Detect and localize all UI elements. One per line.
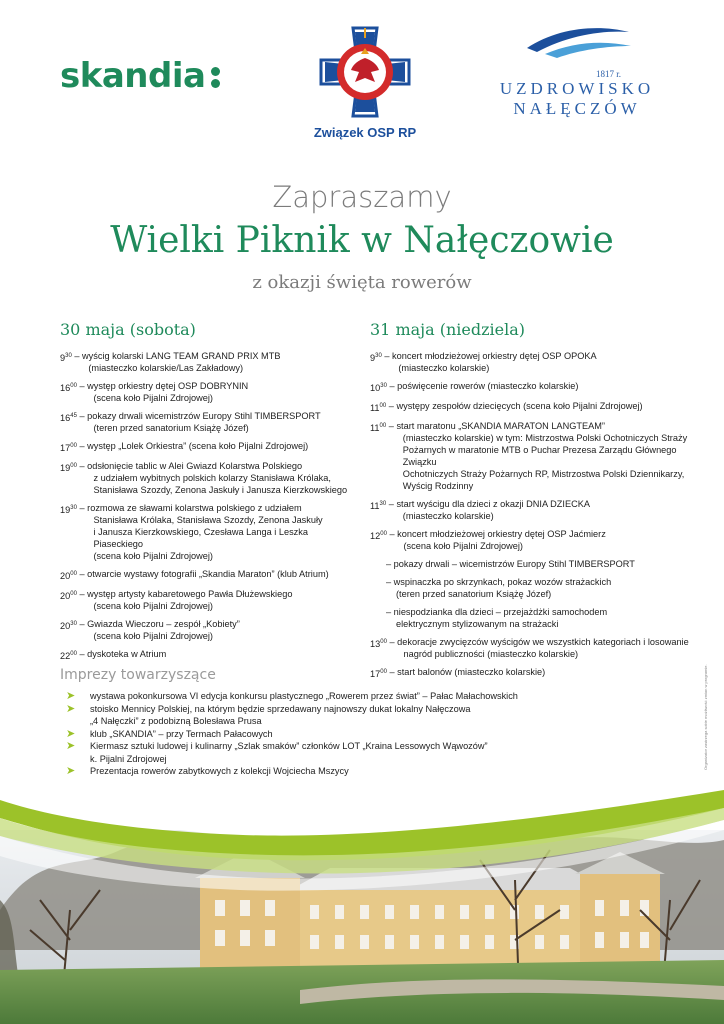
skandia-dots-icon bbox=[211, 64, 220, 91]
event-time: $16^{45}$ bbox=[60, 413, 77, 423]
event-time: $11^{30}$ bbox=[370, 501, 387, 511]
event-text: – dekoracje zwycięzców wyścigów we wszystkich kategoriach i losowanie bbox=[389, 637, 689, 647]
event-text: (scena koło Pijalni Zdrojowej) bbox=[403, 541, 523, 551]
schedule-item bbox=[60, 380, 360, 404]
imprezy-item bbox=[66, 690, 666, 703]
event-text: – wyścig kolarski LANG TEAM GRAND PRIX MTB bbox=[74, 351, 281, 361]
event-text: – występ orkiestry dętej OSP DOBRYNIN bbox=[79, 381, 249, 391]
skandia-logo bbox=[60, 56, 220, 96]
event-time: $19^{30}$ bbox=[60, 505, 77, 515]
schedule-item bbox=[370, 666, 690, 680]
imprezy-item bbox=[66, 765, 666, 778]
imprezy-item bbox=[66, 753, 666, 766]
event-time: $12^{00}$ bbox=[370, 531, 387, 541]
schedule-item bbox=[370, 498, 690, 522]
event-text: Stanisława Szozdy, Zenona Jaskuły i Janusza Kierzkowskiego bbox=[93, 485, 348, 495]
event-time: $19^{00}$ bbox=[60, 463, 77, 473]
side-note-text: Organizator zastrzega sobie możliwość zmian w programie. bbox=[703, 664, 708, 770]
event-text: i Janusza Kierzkowskiego, Czesława Langa i Leszka Piaseckiego bbox=[93, 527, 308, 549]
event-text: – start maratonu „SKANDIA MARATON LANGTEAM” bbox=[388, 421, 605, 431]
event-time: $11^{00}$ bbox=[370, 423, 387, 433]
event-time: $20^{30}$ bbox=[60, 621, 77, 631]
imprezy-item bbox=[66, 715, 666, 728]
event-text: (miasteczko kolarskie) bbox=[398, 363, 490, 373]
schedule-item bbox=[370, 380, 690, 394]
event-text: – występy zespołów dziecięcych (scena koło Pijalni Zdrojowej) bbox=[388, 401, 643, 411]
skandia-logo-text: skandia bbox=[60, 56, 206, 96]
event-text: – koncert młodzieżowej orkiestry dętej OSP Jaćmierz bbox=[389, 529, 606, 539]
event-time: $11^{00}$ bbox=[370, 403, 387, 413]
imprezy-list bbox=[66, 690, 666, 778]
event-text: – występ artysty kabaretowego Pawła Dłużewskiego bbox=[79, 589, 293, 599]
arrow-icon: ➤ bbox=[66, 740, 76, 752]
uzdrowisko-name-line1: UZDROWISKO bbox=[499, 79, 655, 98]
event-text: z udziałem wybitnych polskich kolarzy Stanisława Królaka, bbox=[93, 473, 331, 483]
schedule-item bbox=[370, 350, 690, 374]
event-text: Wyścig Rodzinny bbox=[402, 481, 474, 491]
schedule-item bbox=[60, 410, 360, 434]
event-text: nagród publiczności (miasteczko kolarskie) bbox=[403, 649, 579, 659]
event-text: (scena koło Pijalni Zdrojowej) bbox=[93, 601, 213, 611]
arrow-icon: ➤ bbox=[66, 702, 76, 715]
event-text: Pożarnych w maratonie MTB o Puchar Prezesa Zarządu Głównego Związku bbox=[402, 445, 677, 467]
uzdrowisko-name-line2: NAŁĘCZÓW bbox=[513, 99, 641, 118]
event-text: (scena koło Pijalni Zdrojowej) bbox=[93, 393, 213, 403]
event-text: (scena koło Pijalni Zdrojowej) bbox=[93, 631, 213, 641]
arrow-icon bbox=[66, 753, 90, 766]
event-text: – rozmowa ze sławami kolarstwa polskiego z udziałem bbox=[79, 503, 302, 513]
imprezy-text: wystawa pokonkursowa VI edycja konkursu plastycznego „Rowerem przez świat” – Pałac Małachowskich bbox=[90, 691, 518, 701]
imprezy-text: k. Pijalni Zdrojowej bbox=[90, 753, 167, 764]
event-text: – niespodzianka dla dzieci – przejażdżki samochodem bbox=[386, 607, 608, 617]
side-note bbox=[700, 630, 712, 770]
schedule-item bbox=[370, 420, 690, 492]
event-text: – wspinaczka po skrzynkach, pokaz wozów strażackich bbox=[386, 577, 612, 587]
event-text: – Gwiazda Wieczoru – zespół „Kobiety” bbox=[79, 619, 240, 629]
schedule-subitem bbox=[370, 606, 690, 630]
saturday-schedule bbox=[60, 350, 360, 668]
schedule-item bbox=[60, 648, 360, 662]
event-time: $9^{30}$ bbox=[370, 353, 382, 363]
event-time: $20^{00}$ bbox=[60, 571, 77, 581]
schedule-item bbox=[60, 588, 360, 612]
sunday-heading: 31 maja (niedziela) bbox=[370, 320, 526, 339]
event-text: elektrycznym stylizowanym na strażacki bbox=[396, 619, 559, 629]
imprezy-item bbox=[66, 740, 666, 753]
uzdrowisko-logo bbox=[497, 24, 657, 119]
event-text: – otwarcie wystawy fotografii „Skandia Maraton” (klub Atrium) bbox=[79, 569, 329, 579]
schedule-item bbox=[60, 350, 360, 374]
event-text: – start balonów (miasteczko kolarskie) bbox=[389, 667, 546, 677]
event-text: – koncert młodzieżowej orkiestry dętej OSP OPOKA bbox=[384, 351, 597, 361]
event-text: – pokazy drwali wicemistrzów Europy Stihl TIMBERSPORT bbox=[79, 411, 321, 421]
uzdrowisko-year: 1817 r. bbox=[595, 69, 621, 79]
event-text: (miasteczko kolarskie) w tym: Mistrzostwa Polski Ochotniczych Straży bbox=[402, 433, 688, 443]
event-text: – odsłonięcie tablic w Alei Gwiazd Kolarstwa Polskiego bbox=[79, 461, 303, 471]
schedule-item bbox=[370, 400, 690, 414]
imprezy-heading: Imprezy towarzyszące bbox=[60, 667, 216, 683]
schedule-item bbox=[60, 460, 360, 496]
palace-photo bbox=[0, 790, 724, 1024]
event-text: (scena koło Pijalni Zdrojowej) bbox=[93, 551, 213, 561]
osp-label: Związek OSP RP bbox=[313, 125, 417, 140]
schedule-item bbox=[370, 636, 690, 660]
schedule-item bbox=[370, 528, 690, 552]
arrow-icon: ➤ bbox=[66, 727, 76, 740]
event-text: – dyskoteka w Atrium bbox=[79, 649, 167, 659]
event-time: $10^{30}$ bbox=[370, 383, 387, 393]
osp-emblem-icon bbox=[319, 26, 411, 118]
event-text: (miasteczko kolarskie) bbox=[402, 511, 494, 521]
event-text: – występ „Lolek Orkiestra” (scena koło Pijalni Zdrojowej) bbox=[79, 441, 309, 451]
schedule-item bbox=[60, 440, 360, 454]
imprezy-item bbox=[66, 728, 666, 741]
imprezy-item bbox=[66, 703, 666, 716]
event-text: Ochotniczych Straży Pożarnych RP, Mistrzostwa Polski Dziennikarzy, bbox=[402, 469, 685, 479]
imprezy-text: stoisko Mennicy Polskiej, na którym będzie sprzedawany najnowszy dukat lokalny Nałęczowa bbox=[90, 703, 471, 714]
imprezy-text: klub „SKANDIA” – przy Termach Pałacowych bbox=[90, 728, 273, 739]
saturday-heading: 30 maja (sobota) bbox=[60, 320, 196, 339]
wave-icon bbox=[517, 24, 637, 62]
event-time: $20^{00}$ bbox=[60, 591, 77, 601]
event-text: (teren przed sanatorium Książę Józef) bbox=[93, 423, 249, 433]
event-time: $17^{00}$ bbox=[60, 443, 77, 453]
event-text: – start wyścigu dla dzieci z okazji DNIA DZIECKA bbox=[388, 499, 590, 509]
event-text: (teren przed sanatorium Książę Józef) bbox=[396, 589, 552, 599]
event-time: $22^{00}$ bbox=[60, 651, 77, 661]
event-text: – poświęcenie rowerów (miasteczko kolarskie) bbox=[389, 381, 579, 391]
arrow-icon: ➤ bbox=[66, 690, 76, 702]
event-text: – pokazy drwali – wicemistrzów Europy Stihl TIMBERSPORT bbox=[386, 559, 635, 569]
imprezy-text: Kiermasz sztuki ludowej i kulinarny „Szlak smaków” członków LOT „Kraina Lessowych Wąwozów” bbox=[90, 741, 488, 751]
schedule-subitem bbox=[370, 558, 690, 570]
sunday-schedule bbox=[370, 350, 690, 686]
arrow-icon bbox=[66, 715, 90, 728]
invite-title: Zapraszamy bbox=[272, 180, 452, 214]
event-time: $16^{00}$ bbox=[60, 383, 77, 393]
event-time: $17^{00}$ bbox=[370, 669, 387, 679]
imprezy-text: Prezentacja rowerów zabytkowych z kolekcji Wojciecha Mszycy bbox=[90, 766, 349, 776]
schedule-subitem bbox=[370, 576, 690, 600]
event-time: $13^{00}$ bbox=[370, 639, 387, 649]
event-text: (miasteczko kolarskie/Las Zakładowy) bbox=[88, 363, 244, 373]
schedule-item bbox=[60, 568, 360, 582]
schedule-item bbox=[60, 618, 360, 642]
schedule-item bbox=[60, 502, 360, 562]
arrow-icon: ➤ bbox=[66, 765, 76, 777]
event-time: $9^{30}$ bbox=[60, 353, 72, 363]
subtitle: z okazji święta rowerów bbox=[252, 272, 472, 293]
event-text: Stanisława Królaka, Stanisława Szozdy, Zenona Jaskuły bbox=[93, 515, 323, 525]
main-title: Wielki Piknik w Nałęczowie bbox=[110, 220, 614, 261]
imprezy-text: „4 Nałęczki” z podobizną Bolesława Prusa bbox=[90, 716, 262, 726]
osp-logo bbox=[310, 26, 420, 140]
